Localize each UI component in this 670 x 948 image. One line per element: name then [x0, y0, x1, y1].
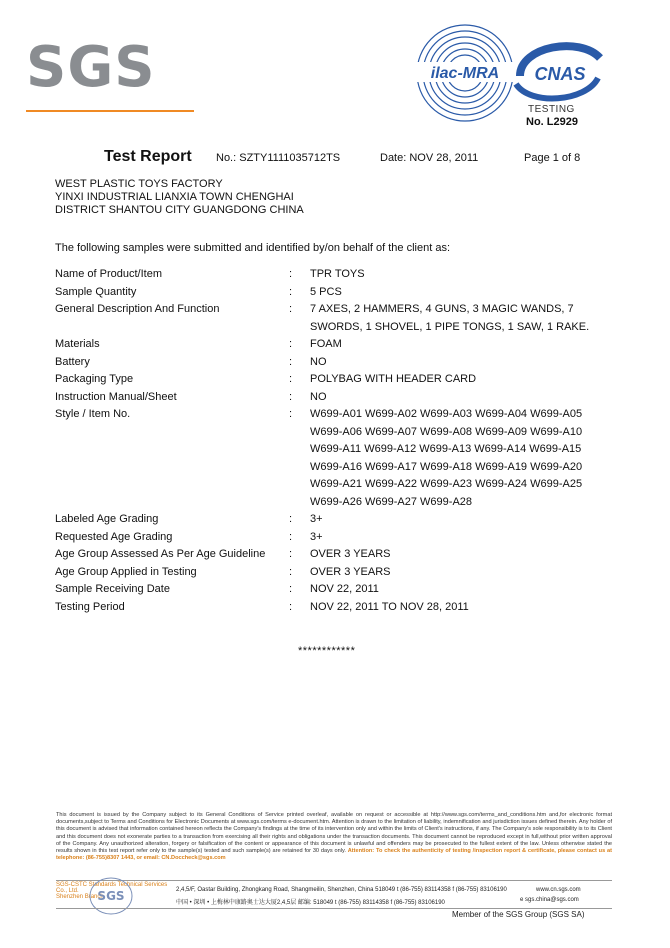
detail-value: NO	[310, 356, 327, 368]
detail-label: Testing Period	[55, 601, 125, 613]
member-of-group: Member of the SGS Group (SGS SA)	[452, 910, 585, 919]
detail-label: Style / Item No.	[55, 408, 131, 420]
detail-label: Packaging Type	[55, 373, 134, 385]
detail-colon: :	[289, 268, 293, 280]
detail-colon: :	[289, 583, 293, 595]
footer-company-city: Shenzhen Branch	[56, 894, 104, 900]
detail-value: OVER 3 YEARS	[310, 548, 391, 560]
detail-value: NOV 22, 2011 TO NOV 28, 2011	[310, 601, 469, 613]
detail-label: Battery	[55, 356, 90, 368]
detail-label: Name of Product/Item	[55, 268, 162, 280]
detail-value: NO	[310, 391, 327, 403]
detail-colon: :	[289, 373, 293, 385]
ilac-mra-logo	[414, 22, 516, 124]
detail-value: 3+	[310, 531, 323, 543]
testing-number: No. L2929	[526, 116, 578, 128]
detail-label: Requested Age Grading	[55, 531, 173, 543]
detail-label: Sample Quantity	[55, 286, 137, 298]
footer-email[interactable]: e sgs.china@sgs.com	[520, 897, 579, 903]
intro-text: The following samples were submitted and identified by/on behalf of the client as:	[55, 242, 451, 254]
authenticity-notice: Attention: To check the authenticity of testing /inspection report & certificate, please contact us at telephone: (86-755)8307 1443, or email: CN.Doccheck@sgs.com	[56, 848, 612, 862]
detail-value: POLYBAG WITH HEADER CARD	[310, 373, 477, 385]
sgs-stamp	[88, 876, 134, 916]
footer-divider-bottom	[56, 908, 612, 909]
detail-colon: :	[289, 303, 293, 315]
detail-label: General Description And Function	[55, 303, 220, 315]
detail-colon: :	[289, 531, 293, 543]
footer-company-name: SGS-CSTC Standards Technical Services Co., Ltd.	[56, 882, 168, 894]
sgs-stamp-text: SGS	[97, 889, 125, 903]
report-date: Date: NOV 28, 2011	[380, 152, 479, 164]
detail-value: W699-A01 W699-A02 W699-A03 W699-A04 W699-A05 W699-A06 W699-A07 W699-A08 W699-A09 W699-A10 W699-A11 W699-A12 W699-A13 W699-A14 W699-A15 W699-A16 W699-A17 W699-A18 W699-A19 W699-A20 W699-A21 W699-A22 W699-A23 W699-A24 W699-A25 W699-A26 W699-A27 W699-A28	[310, 408, 583, 508]
detail-colon: :	[289, 356, 293, 368]
detail-label: Materials	[55, 338, 100, 350]
detail-colon: :	[289, 601, 293, 613]
cnas-logo	[510, 36, 606, 106]
detail-value: 7 AXES, 2 HAMMERS, 4 GUNS, 3 MAGIC WANDS, 7 SWORDS, 1 SHOVEL, 1 PIPE TONGS, 1 SAW, 1 RAKE.	[310, 303, 590, 333]
client-address-line-2: DISTRICT SHANTOU CITY GUANGDONG CHINA	[55, 204, 304, 216]
detail-colon: :	[289, 408, 293, 420]
detail-colon: :	[289, 338, 293, 350]
detail-colon: :	[289, 513, 293, 525]
testing-label: TESTING	[528, 104, 575, 115]
sgs-logo-underline	[26, 110, 194, 112]
detail-value: TPR TOYS	[310, 268, 365, 280]
detail-value: OVER 3 YEARS	[310, 566, 391, 578]
detail-label: Instruction Manual/Sheet	[55, 391, 177, 403]
detail-value: 3+	[310, 513, 323, 525]
report-number: No.: SZTY1111035712TS	[216, 152, 341, 164]
client-name: WEST PLASTIC TOYS FACTORY	[55, 178, 223, 190]
footer-divider	[56, 880, 612, 881]
page-indicator: Page 1 of 8	[524, 152, 581, 164]
detail-value: 5 PCS	[310, 286, 342, 298]
end-of-section-stars: ************	[298, 645, 356, 657]
detail-label: Sample Receiving Date	[55, 583, 170, 595]
detail-colon: :	[289, 286, 293, 298]
footer-address-cn: 中国 • 深圳 • 上梅林中康路奥士达大厦2,4,5层 邮编: 518049 t (86-755) 83114358 f (86-755) 83106190	[176, 900, 445, 906]
legal-disclaimer	[56, 812, 612, 862]
detail-colon: :	[289, 548, 293, 560]
sgs-logo	[26, 35, 196, 118]
cnas-text: CNAS	[534, 64, 586, 84]
detail-label: Age Group Applied in Testing	[55, 566, 197, 578]
ilac-text: ilac-MRA	[430, 65, 500, 82]
detail-colon: :	[289, 566, 293, 578]
detail-label: Labeled Age Grading	[55, 513, 159, 525]
detail-value: NOV 22, 2011	[310, 583, 379, 595]
client-address-line-1: YINXI INDUSTRIAL LIANXIA TOWN CHENGHAI	[55, 191, 294, 203]
sgs-logo-text: SGS	[26, 35, 156, 100]
disclaimer-text: This document is issued by the Company subject to its General Conditions of Service printed overleaf, available on request or accessible at http://www.sgs.com/terms_and_conditions.htm and,for electronic format documents,subject to Terms and Conditions for Electronic Documents at www.sgs.com/terms e-document.htm. Attention is drawn to the limitation of liability, indemnification and jurisdiction issues defined therein. Any holder of this document is advised that information contained hereon reflects the Company's findings at the time of its intervention only and within the limits of Client's instructions, if any. The Company's sole responsibility is to its Client and this document does not exonerate parties to a transaction from exercising all their rights and obligations under the transaction documents. This document cannot be reproduced except in full,without prior written approval of the Company. Any unauthorized alteration, forgery or falsification of the content or appearance of this document is unlawful and offenders may be prosecuted to the fullest extent of the law. Unless otherwise stated the results shown in this test report refer only to the sample(s) tested and such sample(s) are retained for 30 days only.	[56, 812, 612, 855]
report-title: Test Report	[104, 148, 192, 165]
detail-colon: :	[289, 391, 293, 403]
detail-label: Age Group Assessed As Per Age Guideline	[55, 548, 266, 560]
footer-website[interactable]: www.cn.sgs.com	[536, 887, 581, 893]
footer-address-en: 2,4,5/F, Oastar Building, Zhongkang Road, Shangmeilin, Shenzhen, China 518049 t (86-755) 83114358 f (86-755) 83106190	[176, 887, 507, 893]
detail-value: FOAM	[310, 338, 342, 350]
